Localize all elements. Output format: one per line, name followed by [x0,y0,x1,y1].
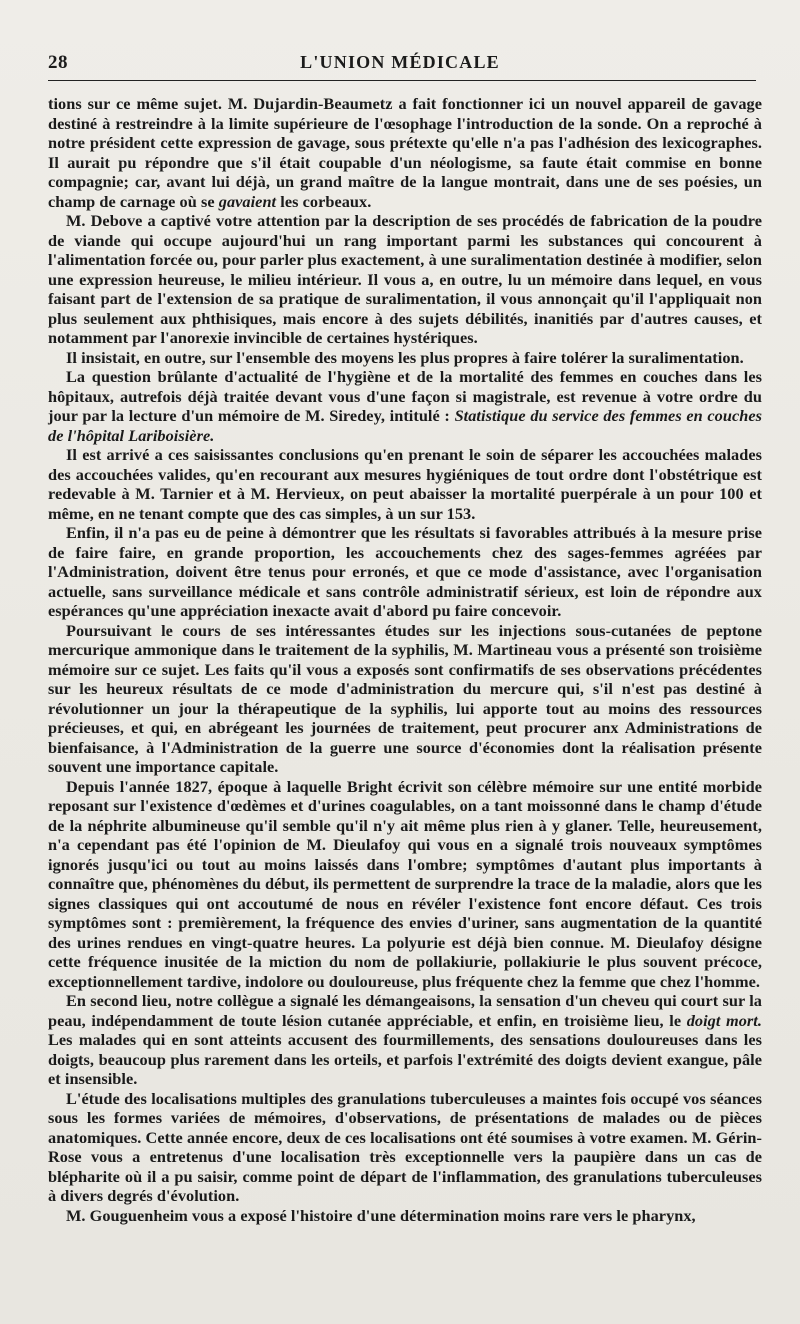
paragraph-1: tions sur ce même sujet. M. Dujardin-Beaumetz a fait fonctionner ici un nouvel appareil de gavage destiné à restreindre à la limite supérieure de l'œsophage l'introduction de la sonde. On a reproché à notre président cette expression de gavage, sous prétexte qu'elle n'a pas l'adhésion des lexicographes. Il aurait pu répondre que s'il était coupable d'un néologisme, sa faute était commise en bonne compagnie; car, avant lui déjà, un grand maître de la langue montrait, dans une de ses poésies, un champ de carnage où se gavaient les corbeaux. [48,94,762,211]
page-header [48,52,752,78]
paragraph-4: La question brûlante d'actualité de l'hygiène et de la mortalité des femmes en couches dans les hôpitaux, autrefois déjà traitée devant vous d'une façon si magistrale, est revenue à votre ordre du jour par la lecture d'un mémoire de M. Siredey, intitulé : Statistique du service des femmes en couches de l'hôpital Lariboisière. [48,367,762,445]
paragraph-7: Poursuivant le cours de ses intéressantes études sur les injections sous-cutanées de peptone mercurique ammonique dans le traitement de la syphilis, M. Martineau vous a présenté son troisième mémoire sur ce sujet. Les faits qu'il vous a exposés sont confirmatifs de ses observations précédentes sur les heureux résultats de ce mode d'administration du mercure qui, s'il n'est pas destiné à révolutionner un jour la thérapeutique de la syphilis, lui apporte tout au moins des ressources précieuses, et qui, en abrégeant les journées de traitement, peut procurer anx Administrations de bienfaisance, à l'Administration de la guerre une source d'économies dont la réalisation présente souvent une importance capitale. [48,620,762,776]
italic-term: doigt mort. [686,1010,762,1030]
paragraph-11: M. Gouguenheim vous a exposé l'histoire d'une détermination moins rare vers le pharynx, [66,1205,696,1225]
paragraph-8: Depuis l'année 1827, époque à laquelle Bright écrivit son célèbre mémoire sur une entité morbide reposant sur l'existence d'œdèmes et d'urines coagulables, on a tant moissonné dans le champ d'étude de la néphrite albumineuse qu'il semble qu'il n'y ait même plus rien à y glaner. Telle, heureusement, n'a cependant pas été l'opinion de M. Dieulafoy qui vous en a signalé trois nouveaux symptômes ignorés jusqu'ici ou tout au moins laissés dans l'ombre; symptômes d'autant plus importants à connaître que, phénomènes du début, ils permettent de surprendre la trace de la maladie, alors que les signes classiques qui ont accoutumé de nous en révéler l'existence font encore défaut. Ces trois symptômes sont : premièrement, la fréquence des envies d'uriner, sans augmentation de la quantité des urines rendues en vingt-quatre heures. La polyurie est déjà bien connue. M. Dieulafoy désigne cette fréquence inusitée de la miction du nom de pollakiurie, pollakiurie le plus souvent précoce, exceptionnellement tardive, indolore ou douloureuse, plus fréquente chez la femme que chez l'homme. [48,776,762,991]
italic-title: Statistique du service des femmes en couches de l'hôpital Lariboisière. [48,406,762,445]
journal-title: L'UNION MÉDICALE [300,52,500,72]
paragraph-3: Il insistait, en outre, sur l'ensemble des moyens les plus propres à faire tolérer la suralimentation. [66,347,744,367]
page-number: 28 [48,52,68,73]
italic-text: gavaient [218,191,277,211]
paragraph-10: L'étude des localisations multiples des granulations tuberculeuses a maintes fois occupé vos séances sous les formes variées de mémoires, d'observations, de présentations de malades ou de pièces anatomiques. Cette année encore, deux de ces localisations ont été soumises à votre examen. M. Gérin-Rose vous a entretenus d'une localisation très exceptionnelle vers la paupière dans un cas de blépharite où il a pu saisir, comme point de départ de l'inflammation, des granulations tuberculeuses à divers degrés d'évolution. [48,1088,762,1205]
paragraph-6: Enfin, il n'a pas eu de peine à démontrer que les résultats si favorables attribués à la mesure prise de faire faire, en grande proportion, les accouchements chez des sages-femmes agréées par l'Administration, doivent être tenus pour erronés, et que ce mode d'assistance, avec l'organisation actuelle, sans surveillance médicale et sans contrôle administratif sérieux, est loin de répondre aux espérances qu'une appréciation inexacte avait d'abord pu faire concevoir. [48,523,762,620]
paragraph-5: Il est arrivé a ces saisissantes conclusions qu'en prenant le soin de séparer les accouchées malades des accouchées valides, qu'en recourant aux mesures hygiéniques de tout ordre dont l'obstétrique est redevable à M. Tarnier et à M. Hervieux, on peut abaisser la mortalité puerpérale à un pour 100 et même, en ne tenant compte que des cas simples, à un sur 153. [48,445,762,523]
article-body [48,94,762,1225]
header-rule [48,80,756,81]
paragraph-9: En second lieu, notre collègue a signalé les démangeaisons, la sensation d'un cheveu qui court sur la peau, indépendamment de toute lésion cutanée appréciable, et enfin, en troisième lieu, le doigt mort. Les malades qui en sont atteints accusent des fourmillements, des sensations douloureuses dans les doigts, beaucoup plus rarement dans les orteils, et parfois l'extrémité des doigts devient exangue, pâle et insensible. [48,991,762,1088]
paragraph-2: M. Debove a captivé votre attention par la description de ses procédés de fabrication de la poudre de viande qui occupe aujourd'hui un rang important parmi les substances qui concourent à l'alimentation forcée ou, pour parler plus exactement, à une suralimentation destinée à modifier, selon une expression heureuse, le milieu intérieur. Il vous a, en outre, lu un mémoire dans lequel, en vous faisant part de l'extension de sa pratique de suralimentation, il vous annonçait qu'il l'appliquait non plus seulement aux phthisiques, mais encore à des sujets débilités, inanitiés par d'autres causes, et notamment par l'anorexie invincible de certaines hystériques. [48,211,762,347]
